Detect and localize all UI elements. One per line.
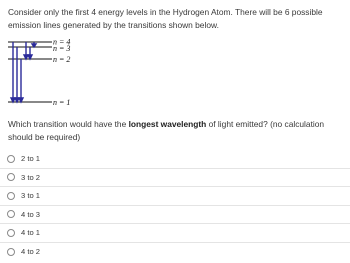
option-label: 3 to 2 xyxy=(21,172,40,182)
option-label: 3 to 1 xyxy=(21,191,40,201)
question-intro: Consider only the first 4 energy levels in the Hydrogen Atom. There will be 6 possible emission lines generated by the transitions shown below. xyxy=(8,7,323,30)
radio-button[interactable] xyxy=(7,229,15,237)
radio-button[interactable] xyxy=(7,173,15,181)
option-3-to-1[interactable] xyxy=(0,187,350,206)
question-text-start: Which transition would have the xyxy=(8,119,129,129)
option-4-to-1[interactable] xyxy=(0,224,350,243)
option-label: 4 to 2 xyxy=(21,247,40,257)
question-emphasis: longest wavelength xyxy=(128,119,207,129)
answer-options xyxy=(0,150,350,261)
question-text xyxy=(8,118,346,144)
radio-button[interactable] xyxy=(7,248,15,256)
question-text-end: of light emitted? (no calculation should be required) xyxy=(8,119,325,142)
option-label: 4 to 1 xyxy=(21,228,40,238)
option-label: 4 to 3 xyxy=(21,209,40,219)
option-label: 2 to 1 xyxy=(21,154,40,164)
radio-button[interactable] xyxy=(7,155,15,163)
level-label-n3: n = 3 xyxy=(53,44,71,53)
energy-level-diagram xyxy=(8,38,78,113)
level-label-n2: n = 2 xyxy=(53,55,71,64)
level-label-n4: n = 4 xyxy=(53,38,71,47)
option-4-to-3[interactable] xyxy=(0,206,350,225)
option-4-to-2[interactable] xyxy=(0,243,350,262)
option-3-to-2[interactable] xyxy=(0,169,350,188)
radio-button[interactable] xyxy=(7,210,15,218)
option-2-to-1[interactable] xyxy=(0,150,350,169)
radio-button[interactable] xyxy=(7,192,15,200)
level-label-n1: n = 1 xyxy=(53,98,71,107)
